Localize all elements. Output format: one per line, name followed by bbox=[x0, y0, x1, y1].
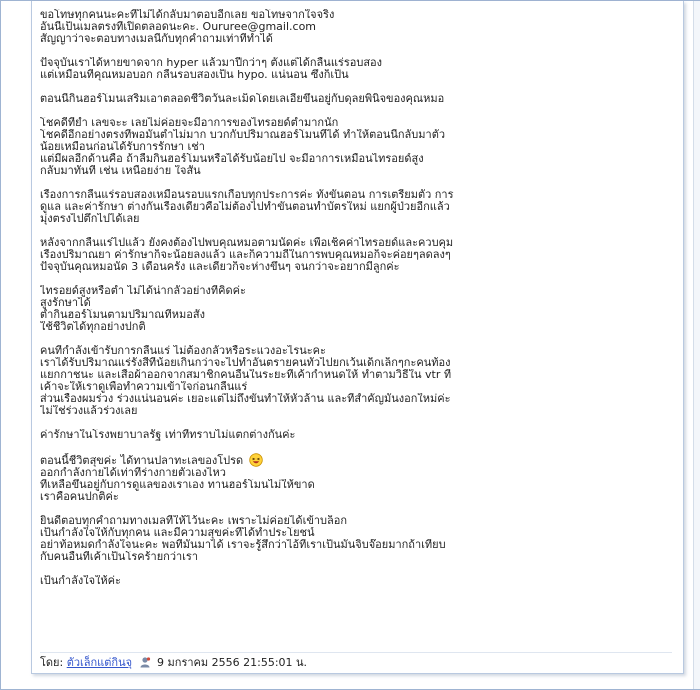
comment-paragraph bbox=[40, 93, 672, 105]
comment-line: ที่เหลือขึ้นอยู่กับการดูแลของเราเอง ทานฮอร์โมนไม่ให้ขาด bbox=[40, 479, 315, 491]
comment-panel bbox=[31, 1, 684, 674]
comment-line: ส่วนเรื่องผมร่วง ร่วงแน่นอนค่ะ เยอะแต่ไม่ถึงขั้นทำให้หัวล้าน และที่สำคัญมันงอกใหม่ค่ะ bbox=[40, 393, 451, 405]
comment-paragraph bbox=[40, 57, 672, 81]
comment-line: เป็นกำลังใจให้ค่ะ bbox=[40, 575, 121, 587]
comment-paragraph bbox=[40, 117, 672, 177]
comment-line: ปัจจุบันเราได้หายขาดจาก hyper แล้วมาปีกว่าๆ ตั้งแต่ได้กลืนแร่รอบสอง bbox=[40, 57, 383, 69]
comment-line: แยกกาชนะ และเสื้อผ้าออกจากสมาชิกคนอื่นในระยะที่เค้ากำหนดให้ ทำตามวิธีใน vtr ที่ bbox=[40, 369, 452, 381]
comment-line: ขอโทษทุกคนนะคะที่ไม่ได้กลับมาตอบอีกเลย ขอโทษจากใจจริง bbox=[40, 9, 335, 21]
comment-line: เรื่องการกลืนแร่รอบสองเหมือนรอบแรกเกือบทุกประการค่ะ ทั้งขั้นตอน การเตรียมตัว การ bbox=[40, 189, 454, 201]
by-label: โดย: bbox=[40, 656, 64, 669]
comment-line: ดูแล และค่ารักษา ต่างกันเรื่องเดียวคือไม่ต้องไปทำขั้นตอนทำบัตรใหม่ แยกผู้ป่วยอีกแล้ว bbox=[40, 201, 450, 213]
user-status-icon bbox=[139, 656, 151, 668]
comment-paragraph bbox=[40, 189, 672, 225]
comment-line: มุ่งตรงไปตึกไปได้เลย bbox=[40, 213, 140, 225]
comment-line: โชคดีที่ยำ เลขจะะ เลยไม่ค่อยจะมีอาการของไทรอยด์ต่ำมากนัก bbox=[40, 117, 339, 129]
comment-footer bbox=[40, 652, 672, 672]
comment-paragraph bbox=[40, 237, 672, 273]
comment-line: เราได้รับปริมาณแร่รังสีที่น้อยเกินกว่าจะไปทำอันตรายคนทั่วไปยกเว้นเด็กเล็กๆกะคนท้อง bbox=[40, 357, 451, 369]
comment-line: เราคือคนปกติค่ะ bbox=[40, 491, 119, 503]
laughing-smiley-icon bbox=[249, 453, 263, 467]
comment-line: ใช้ชีวิตได้ทุกอย่างปกติ bbox=[40, 321, 146, 333]
comment-line: หลังจากกลืนแร่ไปแล้ว ยังคงต้องไปพบคุณหมอตามนัดค่ะ เพื่อเช็คค่าไทรอยด์และควบคุม bbox=[40, 237, 454, 249]
comment-line: แต่เหมือนที่คุณหมอบอก กลืนรอบสองเป็น hypo. แน่นอน ซึ่งก็เป็น bbox=[40, 69, 349, 81]
comment-body bbox=[40, 9, 672, 599]
comment-line: กับคนอื่นที่เค้าเป็นโรคร้ายกว่าเรา bbox=[40, 551, 199, 563]
comment-paragraph bbox=[40, 453, 672, 503]
comment-line: แต่มีผลอีกด้านคือ ถ้าลืมกินฮอร์โมนหรือได้รับน้อยไป จะมีอาการเหมือนไทรอยด์สูง bbox=[40, 153, 424, 165]
comment-paragraph bbox=[40, 515, 672, 563]
comment-line: สูงรักษาได้ bbox=[40, 297, 91, 309]
comment-line: ตอนนี้ชีวิตสุขค่ะ ได้ทานปลาทะเลของโปรด bbox=[40, 453, 672, 467]
comment-line: ไม่ใช่ร่วงแล้วร่วงเลย bbox=[40, 405, 138, 417]
comment-line: กลับมาทันที เช่น เหนื่อยง่าย ใจสั่น bbox=[40, 165, 201, 177]
comment-paragraph bbox=[40, 345, 672, 417]
comment-line: คนที่กำลังเข้ารับการกลืนแร่ ไม่ต้องกลัวหรือระแวงอะไรนะคะ bbox=[40, 345, 326, 357]
comment-paragraph bbox=[40, 575, 672, 587]
comment-line: ปัจจุบันคุณหมอนัด 3 เดือนครั้ง และเดี๋ยวก็จะห่างขึ้นๆ จนกว่าจะอยากมีลูกค่ะ bbox=[40, 261, 400, 273]
comment-line: อย่าท้อหมดกำลังใจนะคะ พอทีมันมาได้ เราจะรู้สึกว่าไอ้ที่เราเป็นมันจิ๊บจ๊อยมากถ้าเทียบ bbox=[40, 539, 446, 551]
author-link[interactable]: ตัวเล็กแต่กินจุ bbox=[66, 656, 133, 669]
comment-line: เป็นกำลังใจให้กับทุกคน และมีความสุขค่ะที่ได้ทำประโยชน์ bbox=[40, 527, 315, 539]
comment-line: เรื่องปริมาณยา ค่ารักษาก็จะน้อยลงแล้ว และก็ความถี่ในการพบคุณหมอก็จะค่อยๆลดลงๆ bbox=[40, 249, 451, 261]
comment-paragraph bbox=[40, 9, 672, 45]
comment-line: ค่ารักษาในโรงพยาบาลรัฐ เท่าที่ทราบไม่แตกต่างกันค่ะ bbox=[40, 429, 296, 441]
comment-paragraph bbox=[40, 285, 672, 333]
comment-paragraph bbox=[40, 429, 672, 441]
comment-line: สัญญาว่าจะตอบทางเมลนี้กับทุกคำถามเท่าที่ทำได้ bbox=[40, 33, 273, 45]
comment-line: ออกกำลังกายได้เท่าที่ร่างกายตัวเองไหว bbox=[40, 467, 226, 479]
comment-line: อันนี้เป็นเมลตรงที่เปิดตลอดนะคะ. Oururee@gmail.com bbox=[40, 21, 317, 33]
comment-line: น้อยเหมือนก่อนได้รับการรักษา เช่า bbox=[40, 141, 205, 153]
comment-line: เค้าจะให้เราดูเพื่อทำความเข้าใจก่อนกลืนแร่ bbox=[40, 381, 248, 393]
comment-line: ต่ำกินฮอร์โมนตามปริมาณที่หมอสั่ง bbox=[40, 309, 205, 321]
comment-line: ตอนนี้กินฮอร์โมนเสริมเอาตลอดชีวิตวันละเม็ดโดยเลเอี้ยขึ้นอยู่กับดุลยพินิจของคุณหมอ bbox=[40, 93, 445, 105]
comment-line: ยินดีตอบทุกคำถามทางเมลที่ให้ไว้นะคะ เพราะไม่ค่อยได้เข้าบล็อก bbox=[40, 515, 348, 527]
page-scrollbar-track[interactable] bbox=[693, 1, 700, 689]
comment-line: โชคดีอีกอย่างตรงที่พอมันต่ำไม่มาก บวกกับปริมาณฮอร์โมนที่ได้ ทำให้ตอนนี้กลับมาตัว bbox=[40, 129, 446, 141]
post-timestamp: 9 มกราคม 2556 21:55:01 น. bbox=[157, 656, 308, 669]
comment-line: ไทรอยด์สูงหรือต่ำ ไม่ได้น่ากลัวอย่างที่คิดค่ะ bbox=[40, 285, 246, 297]
